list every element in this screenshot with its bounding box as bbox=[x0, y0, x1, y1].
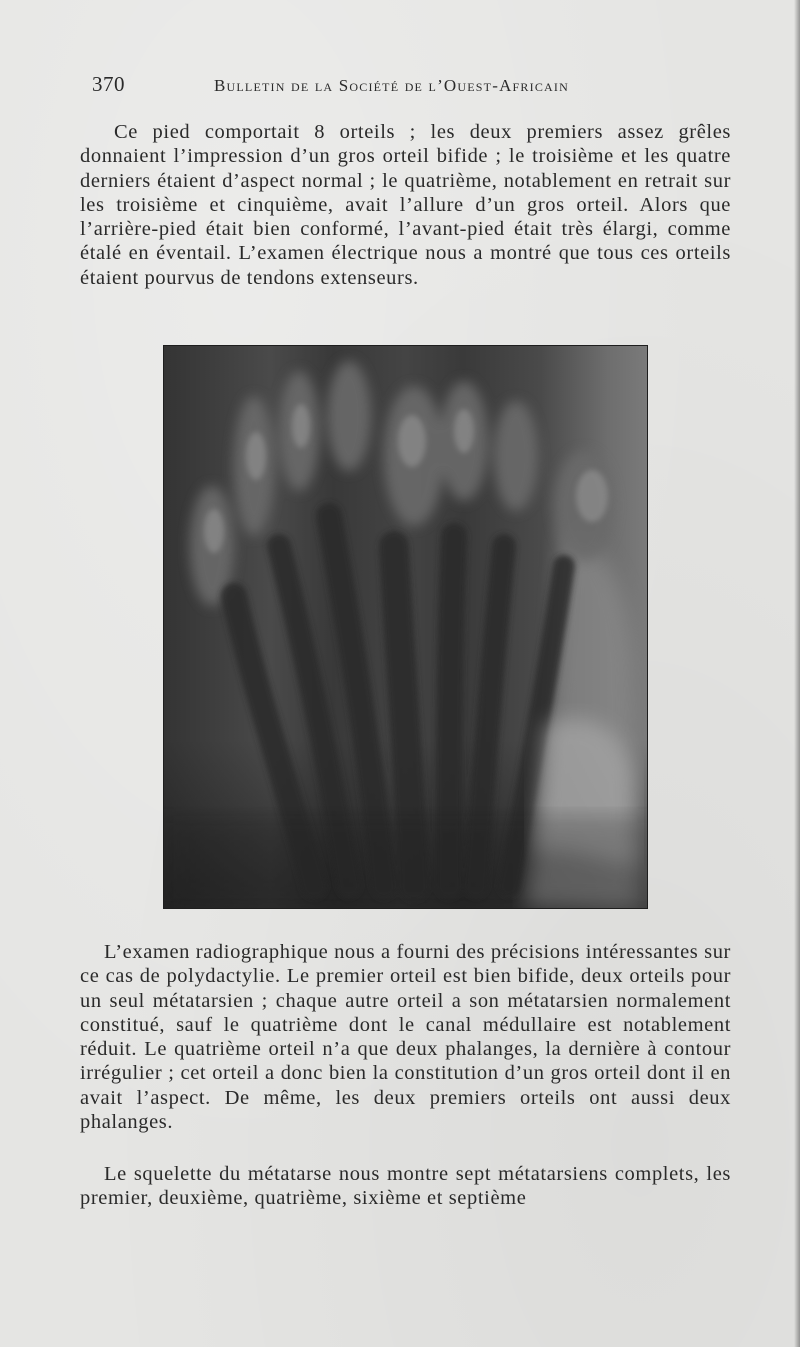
page-edge-shadow bbox=[794, 0, 800, 1347]
radiograph-figure bbox=[163, 345, 648, 909]
running-title: Bulletin de la Société de l’Ouest-Africain bbox=[214, 76, 569, 95]
paragraph-2: L’examen radiographique nous a fourni des précisions intéressantes sur ce cas de polydactylie. Le premier orteil est bien bifide, deux orteils pour un seul métatarsien ; chaque autre orteil a son métatarsien normalement constitué, sauf le quatrième dont le canal médullaire est notablement réduit. Le quatrième orteil n’a que deux phalanges, la dernière à contour irrégulier ; cet orteil a donc bien la constitution d’un gros orteil dont il en avait l’aspect. De même, les deux premiers orteils ont aussi deux phalanges. bbox=[80, 941, 731, 1134]
radiograph-image bbox=[164, 346, 647, 908]
page-header bbox=[90, 72, 730, 100]
paragraph-3: Le squelette du métatarse nous montre sept métatarsiens complets, les premier, deuxième, quatrième, sixième et septième bbox=[80, 1163, 731, 1210]
page-number: 370 bbox=[92, 72, 125, 96]
paragraph-1: Ce pied comportait 8 orteils ; les deux premiers assez grêles donnaient l’impression d’un gros orteil bifide ; le troisième et les quatre derniers étaient d’aspect normal ; le quatrième, notablement en retrait sur les troisième et cinquième, avait l’allure d’un gros orteil. Alors que l’arrière-pied était bien conformé, l’avant-pied était très élargi, comme étalé en éventail. L’examen électrique nous a montré que tous ces orteils étaient pourvus de tendons extenseurs. bbox=[80, 121, 731, 289]
